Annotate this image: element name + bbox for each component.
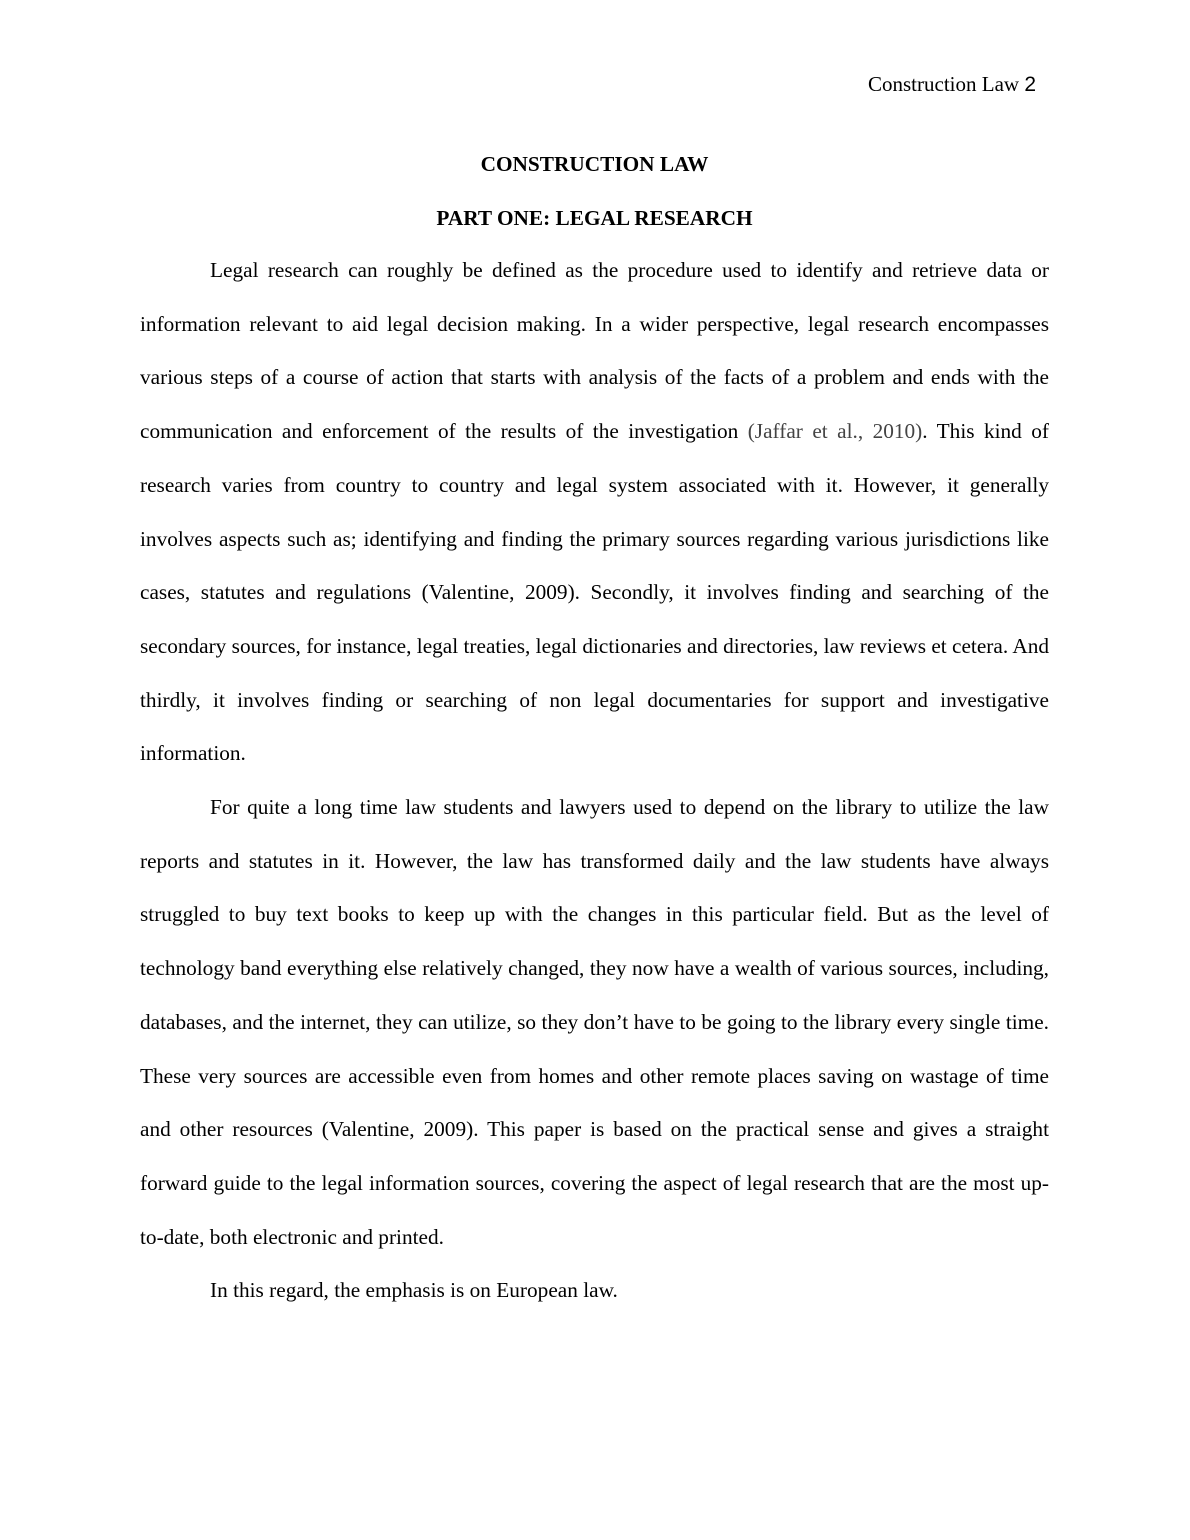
document-title: CONSTRUCTION LAW (480, 152, 709, 176)
citation-jaffar: (Jaffar et al., 2010) (747, 419, 923, 444)
running-header (868, 70, 1036, 99)
body-text (140, 244, 1049, 1318)
paragraph-1-text-a: Legal research can roughly be defined as the procedure used to identify and retrieve data or information relevant to aid legal decision making. In a wider perspective, legal research encompasses various steps of a course of action that starts with analysis of the facts of a problem and ends with the communication and enforcement of the results of the investigation (140, 258, 1049, 444)
page-number: 2 (1024, 73, 1036, 96)
section-heading: PART ONE: LEGAL RESEARCH (436, 206, 753, 230)
running-head-title: Construction Law (868, 72, 1020, 96)
paragraph-2: For quite a long time law students and lawyers used to depend on the library to utilize the law reports and statutes in it. However, the law has transformed daily and the law students have always struggled to buy text books to keep up with the changes in this particular field. But as the level of technology band everything else relatively changed, they now have a wealth of various sources, including, databases, and the internet, they can utilize, so they don’t have to be going to the library every single time. These very sources are accessible even from homes and other remote places saving on wastage of time and other resources (Valentine, 2009). This paper is based on the practical sense and gives a straight forward guide to the legal information sources, covering the aspect of legal research that are the most up-to-date, both electronic and printed. (140, 795, 1049, 1249)
paragraph-1-text-b: . This kind of research varies from country to country and legal system associated with it. However, it generally involves aspects such as; identifying and finding the primary sources regarding various jurisdictions like cases, statutes and regulations (Valentine, 2009). Secondly, it involves finding and searching of the secondary sources, for instance, legal treaties, legal dictionaries and directories, law reviews et cetera. And thirdly, it involves finding or searching of non legal documentaries for support and investigative information. (140, 419, 1049, 766)
paragraph-3: In this regard, the emphasis is on European law. (210, 1278, 618, 1303)
title-block (140, 150, 1049, 232)
paragraph-1 (140, 244, 1049, 781)
